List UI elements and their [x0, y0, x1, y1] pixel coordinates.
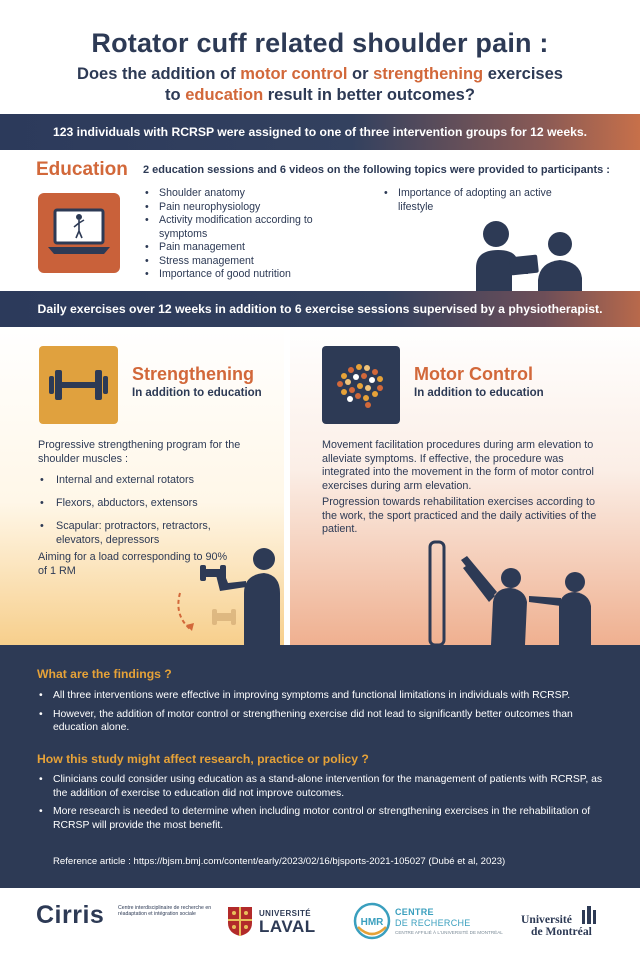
strengthening-title: Strengthening [132, 364, 254, 384]
cirris-subtitle: Centre interdisciplinaire de recherche en réadaptation et intégration sociale [118, 905, 212, 918]
motor-control-text-2: Progression towards rehabilitation exercises according to the work, the sport practiced and the daily activities of the patient. [322, 496, 597, 535]
laval-logo-line-1: UNIVERSITÉ [259, 909, 312, 918]
list-item: • Importance of adopting an active lifestyle [382, 187, 572, 214]
education-topics-list [143, 187, 333, 282]
hmr-logo-line-1: CENTRE [395, 907, 434, 917]
udem-logo-line-2: de Montréal [531, 925, 592, 938]
reference-link[interactable]: Reference article : https://bjsm.bmj.com/content/early/2023/02/16/bjsports-2021-105027 (Dubé et al, 2023) [53, 856, 506, 867]
list-item: • Stress management [143, 255, 333, 269]
page-subtitle: Does the addition of motor control or strengthening exercises to education result in better outcomes? [77, 65, 563, 104]
list-item: • Activity modification according to symptoms [143, 214, 333, 241]
subtitle-education: education [185, 86, 264, 104]
list-item: • However, the addition of motor control or strengthening exercise did not lead to significantly better outcomes than education alone. [37, 708, 612, 735]
top-banner: 123 individuals with RCRSP were assigned to one of three intervention groups for 12 weeks. [0, 114, 640, 150]
brain-icon [322, 346, 400, 424]
clinician-patient-illustration [468, 218, 628, 292]
middle-banner: Daily exercises over 12 weeks in addition to 6 exercise sessions supervised by a physiotherapist. [0, 291, 640, 327]
list-item: • Scapular: protractors, retractors, elevators, depressors [38, 519, 248, 547]
hmr-badge-text: HMR [360, 917, 384, 928]
hmr-logo-line-2: DE RECHERCHE [395, 918, 471, 928]
list-item: • Flexors, abductors, extensors [38, 496, 248, 510]
list-item: • More research is needed to determine when including motor control or strengthening exercises in the rehabilitation of RCRSP will provide the most benefit. [37, 805, 612, 832]
mirror-exercise-illustration [425, 540, 605, 645]
udem-logo-line-1: Université [521, 913, 572, 926]
page-title: Rotator cuff related shoulder pain : [91, 28, 549, 58]
udem-tower-icon [580, 904, 598, 924]
motor-control-text-1: Movement facilitation procedures during arm elevation to alleviate symptoms. If effective, the procedure was integrated into the movement in the form of motor control exercises during arm elevation. [322, 439, 594, 492]
subtitle-strengthening: strengthening [373, 65, 484, 83]
list-item: • Pain neurophysiology [143, 201, 333, 215]
impact-list [37, 773, 612, 837]
education-topics-list-right [382, 187, 572, 214]
dumbbell-icon [39, 346, 118, 424]
list-item: • Clinicians could consider using education as a stand-alone intervention for the management of patients with RCRSP, as the addition of exercise to education did not improve outcomes. [37, 773, 612, 800]
findings-heading: What are the findings ? [37, 667, 172, 681]
findings-section [0, 645, 640, 888]
strengthening-subtitle: In addition to education [132, 387, 262, 399]
strengthening-list [38, 473, 248, 556]
motor-control-subtitle: In addition to education [414, 387, 544, 399]
strengthening-aim: Aiming for a load corresponding to 90% of 1 RM [38, 551, 228, 577]
education-intro: 2 education sessions and 6 videos on the following topics were provided to participants : [143, 164, 610, 176]
laval-crest-icon [226, 905, 254, 937]
motor-control-title: Motor Control [414, 364, 533, 384]
impact-heading: How this study might affect research, practice or policy ? [37, 752, 369, 766]
list-item: • Shoulder anatomy [143, 187, 333, 201]
findings-list [37, 689, 612, 740]
strengthening-intro: Progressive strengthening program for the shoulder muscles : [38, 439, 241, 465]
list-item: • Internal and external rotators [38, 473, 248, 487]
hmr-logo-line-3: CENTRE AFFILIÉ À L'UNIVERSITÉ DE MONTRÉAL [395, 930, 503, 935]
education-heading: Education [36, 159, 128, 180]
list-item: • All three interventions were effective in improving symptoms and functional limitations in individuals with RCRSP. [37, 689, 612, 703]
list-item: • Importance of good nutrition [143, 268, 333, 282]
subtitle-motor-control: motor control [240, 65, 348, 83]
laptop-icon [38, 193, 120, 273]
laval-logo-line-2: LAVAL [259, 917, 316, 936]
list-item: • Pain management [143, 241, 333, 255]
hmr-logo-icon [352, 901, 392, 941]
person-lifting-illustration [168, 545, 280, 645]
cirris-logo: Cirris [36, 901, 105, 929]
